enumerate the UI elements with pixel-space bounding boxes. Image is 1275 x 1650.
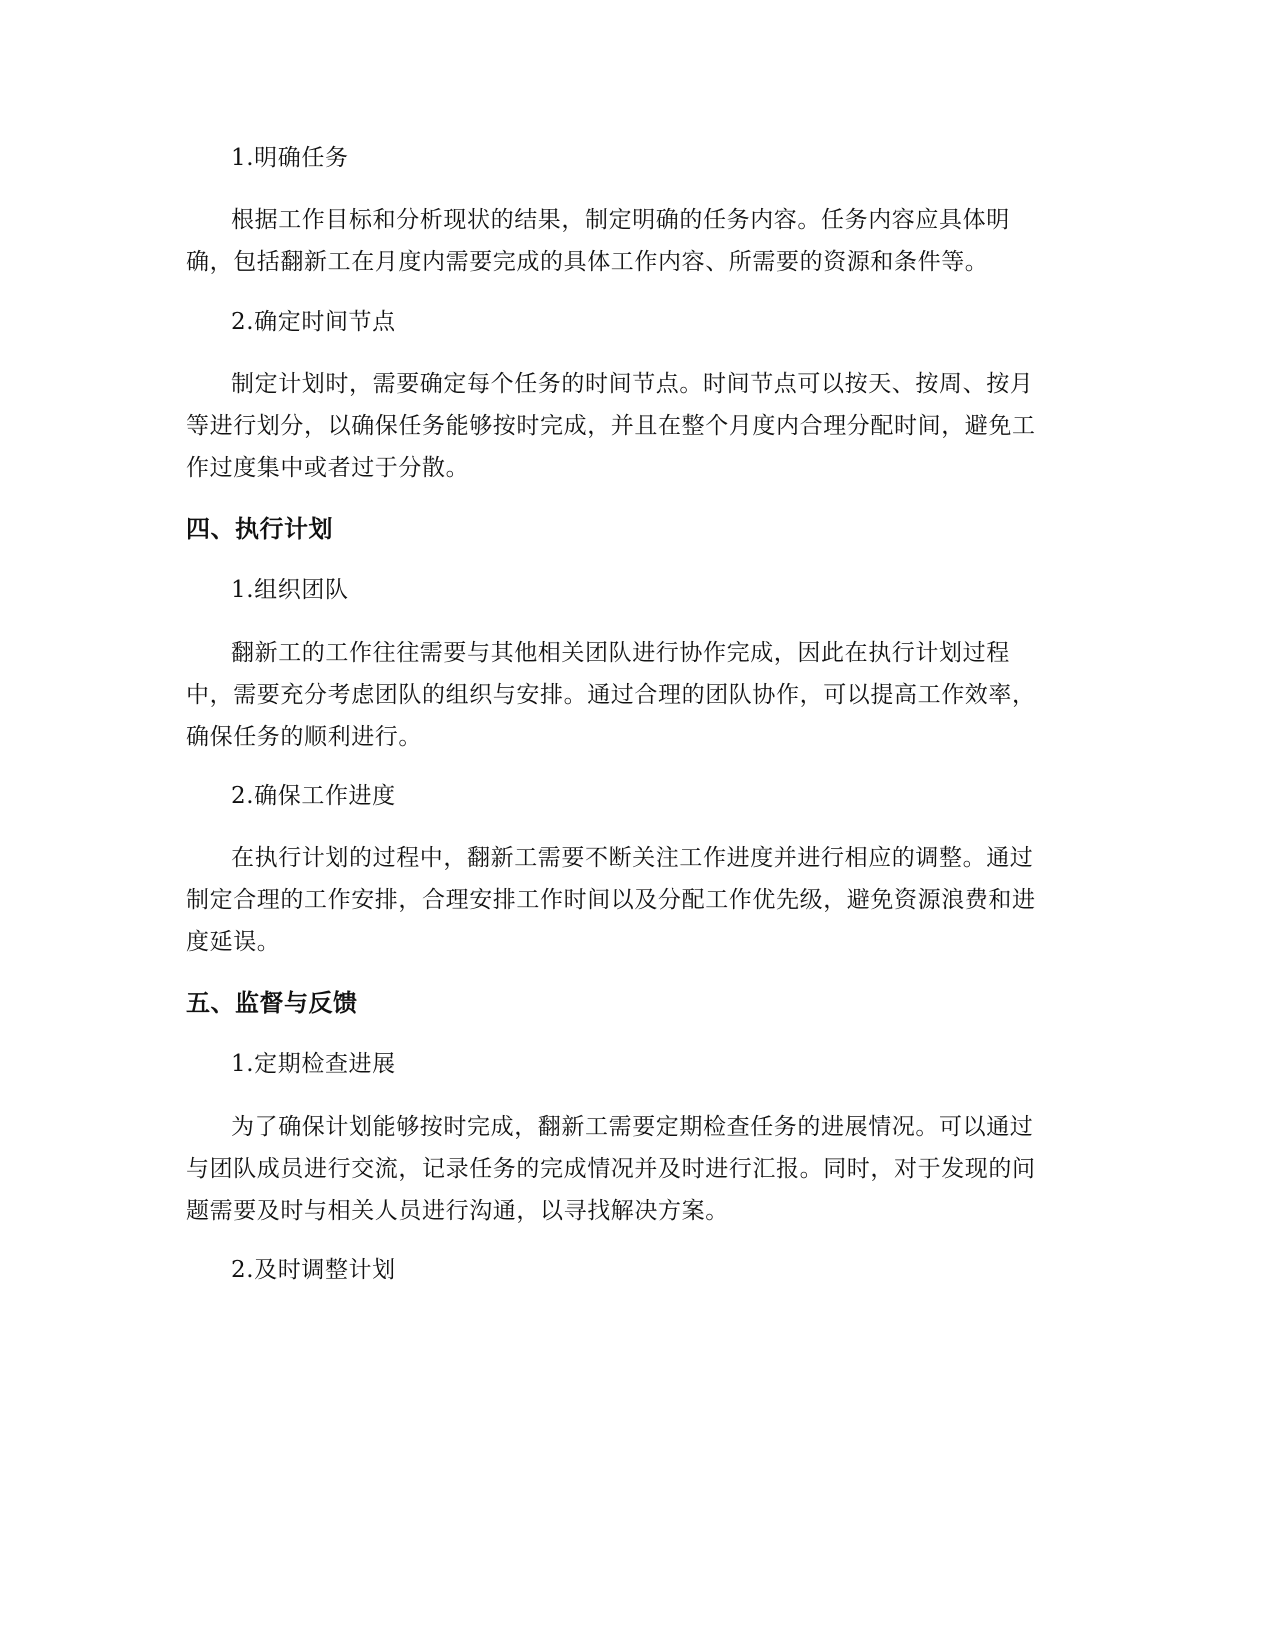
paragraph-line: 确保任务的顺利进行。: [186, 724, 422, 750]
subheading-clarify-tasks: 1.明确任务: [231, 145, 349, 171]
paragraph-line: 题需要及时与相关人员进行沟通，以寻找解决方案。: [186, 1198, 729, 1224]
paragraph-line: 与团队成员进行交流，记录任务的完成情况并及时进行汇报。同时，对于发现的问: [186, 1156, 1036, 1182]
paragraph-line: 根据工作目标和分析现状的结果，制定明确的任务内容。任务内容应具体明: [231, 207, 1010, 233]
subheading-adjust-plan: 2.及时调整计划: [231, 1257, 396, 1283]
paragraph-line: 在执行计划的过程中，翻新工需要不断关注工作进度并进行相应的调整。通过: [231, 845, 1034, 871]
paragraph-line: 翻新工的工作往往需要与其他相关团队进行协作完成，因此在执行计划过程: [231, 640, 1010, 666]
subheading-work-progress: 2.确保工作进度: [231, 783, 396, 809]
paragraph-line: 制定合理的工作安排，合理安排工作时间以及分配工作优先级，避免资源浪费和进: [186, 887, 1036, 913]
paragraph-line: 度延误。: [186, 929, 281, 955]
paragraph-line: 制定计划时，需要确定每个任务的时间节点。时间节点可以按天、按周、按月: [231, 371, 1034, 397]
paragraph-line: 确，包括翻新工在月度内需要完成的具体工作内容、所需要的资源和条件等。: [186, 249, 989, 275]
paragraph-line: 等进行划分，以确保任务能够按时完成，并且在整个月度内合理分配时间，避免工: [186, 413, 1036, 439]
paragraph-line: 中，需要充分考虑团队的组织与安排。通过合理的团队协作，可以提高工作效率，: [186, 682, 1036, 708]
section-heading-execute-plan: 四、执行计划: [186, 515, 333, 543]
subheading-check-progress: 1.定期检查进展: [231, 1051, 396, 1077]
paragraph-line: 为了确保计划能够按时完成，翻新工需要定期检查任务的进展情况。可以通过: [231, 1114, 1034, 1140]
subheading-time-nodes: 2.确定时间节点: [231, 309, 396, 335]
subheading-organize-team: 1.组织团队: [231, 577, 349, 603]
section-heading-supervision: 五、监督与反馈: [186, 989, 358, 1017]
paragraph-line: 作过度集中或者过于分散。: [186, 455, 470, 481]
